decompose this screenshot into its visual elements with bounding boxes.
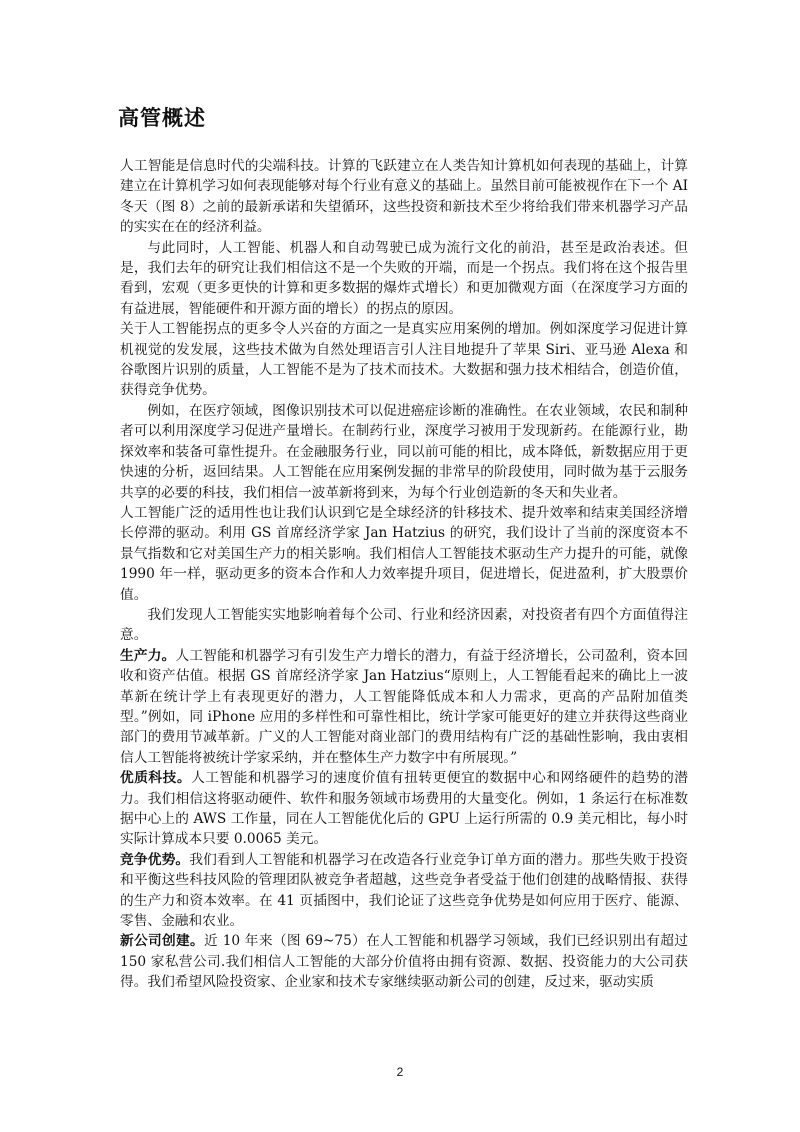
paragraph-competitive-advantage (120, 850, 688, 932)
paragraph-productivity (120, 646, 688, 768)
paragraph-lead: 生产力。 (120, 647, 176, 664)
paragraph-text: 人工智能和机器学习有引发生产力增长的潜力，有益于经济增长，公司盈利，资本回收和资产估值。根据 GS 首席经济学家 Jan Hatzius“原则上，人工智能看起来的确比上一波革新在统计学上有表现更好的潜力，人工智能降低成本和人力需求，更高的产品附加值类型。”例如，同 iPhone 应用的多样性和可靠性相比，统计学家可能更好的建立并获得这些商业部门的费用节减革新。广义的人工智能对商业部门的费用结构有广泛的基础性影响，我由衷相信人工智能将被统计学家采纳，并在整体生产力数字中有所展现。” (120, 647, 688, 766)
paragraph-text: 关于人工智能拐点的更多令人兴奋的方面之一是真实应用案例的增加。例如深度学习促进计算机视觉的发发展，这些技术做为自然处理语言引人注目地提升了苹果 Siri、亚马逊 Alexa 和谷歌图片识别的质量，人工智能不是为了技术而技术。大数据和强力技术相结合，创造价值，获得竞争优势。 (120, 321, 688, 399)
paragraph-quality-tech (120, 768, 688, 850)
paragraph-lead: 新公司创建。 (120, 933, 205, 950)
paragraph-text: 人工智能和机器学习的速度价值有扭转更便宜的数据中心和网络硬件的趋势的潜力。我们相信这将驱动硬件、软件和服务领域市场费用的大量变化。例如，1 条运行在标准数据中心上的 AWS 工作量，同在人工智能优化后的 GPU 上运行所需的 0.9 美元相比，每小时实际计算成本只要 0.0065 美元。 (120, 770, 688, 848)
page-number: 2 (396, 1065, 404, 1079)
paragraph (120, 156, 688, 238)
page-title: 高管概述 (118, 106, 206, 130)
paragraph (120, 401, 688, 503)
paragraph (120, 319, 688, 401)
paragraph-new-company (120, 931, 688, 992)
paragraph-lead: 优质科技。 (120, 770, 192, 787)
paragraph (120, 238, 688, 320)
paragraph-text: 与此同时，人工智能、机器人和自动驾驶已成为流行文化的前沿，甚至是政治表述。但是，我们去年的研究让我们相信这不是一个失败的开端，而是一个拐点。我们将在这个报告里看到，宏观（更多更快的计算和更多数据的爆炸式增长）和更加微观方面（在深度学习方面的有益进展，智能硬件和开源方面的增长）的拐点的原因。 (120, 239, 688, 317)
paragraph-text: 我们看到人工智能和机器学习在改造各行业竞争订单方面的潜力。那些失败于投资和平衡这些科技风险的管理团队被竞争者超越，这些竞争者受益于他们创建的战略情报、获得的生产力和资本效率。在 41 页插图中，我们论证了这些竞争优势是如何应用于医疗、能源、零售、金融和农业。 (120, 851, 688, 930)
paragraph-text: 我们发现人工智能实实地影响着每个公司、行业和经济因素，对投资者有四个方面值得注意。 (120, 606, 688, 644)
paragraph (120, 605, 688, 646)
paragraph-lead: 竞争优势。 (120, 851, 190, 868)
paragraph-text: 近 10 年来（图 69~75）在人工智能和机器学习领域，我们已经识别出有超过 150 家私营公司.我们相信人工智能的大部分价值将由拥有资源、数据、投资能力的大公司获得。我们希望风险投资家、企业家和技术专家继续驱动新公司的创建，反过来，驱动实质 (120, 933, 688, 991)
paragraph-text: 例如，在医疗领域，图像识别技术可以促进癌症诊断的准确性。在农业领域，农民和制种者可以利用深度学习促进产量增长。在制药行业，深度学习被用于发现新药。在能源行业，勘探效率和装备可靠性提升。在金融服务行业，同以前可能的相比，成本降低，新数据应用于更快速的分析，返回结果。人工智能在应用案例发掘的非常早的阶段使用，同时做为基于云服务共享的必要的科技，我们相信一波革新将到来，为每个行业创造新的冬天和失业者。 (120, 402, 688, 501)
body-text (120, 156, 688, 993)
paragraph-text: 人工智能是信息时代的尖端科技。计算的飞跃建立在人类告知计算机如何表现的基础上，计算建立在计算机学习如何表现能够对每个行业有意义的基础上。虽然目前可能被视作在下一个 AI 冬天（图 8）之前的最新承诺和失望循环，这些投资和新技术至少将给我们带来机器学习产品的实实在在的经济利益。 (120, 158, 688, 236)
paragraph-text: 人工智能广泛的适用性也让我们认识到它是全球经济的针移技术、提升效率和结束美国经济增长停滞的驱动。利用 GS 首席经济学家 Jan Hatzius 的研究，我们设计了当前的深度资本不景气指数和它对美国生产力的相关影响。我们相信人工智能技术驱动生产力提升的可能，就像 1990 年一样，驱动更多的资本合作和人力效率提升项目，促进增长，促进盈利，扩大股票价值。 (120, 504, 688, 603)
paragraph (120, 503, 688, 605)
